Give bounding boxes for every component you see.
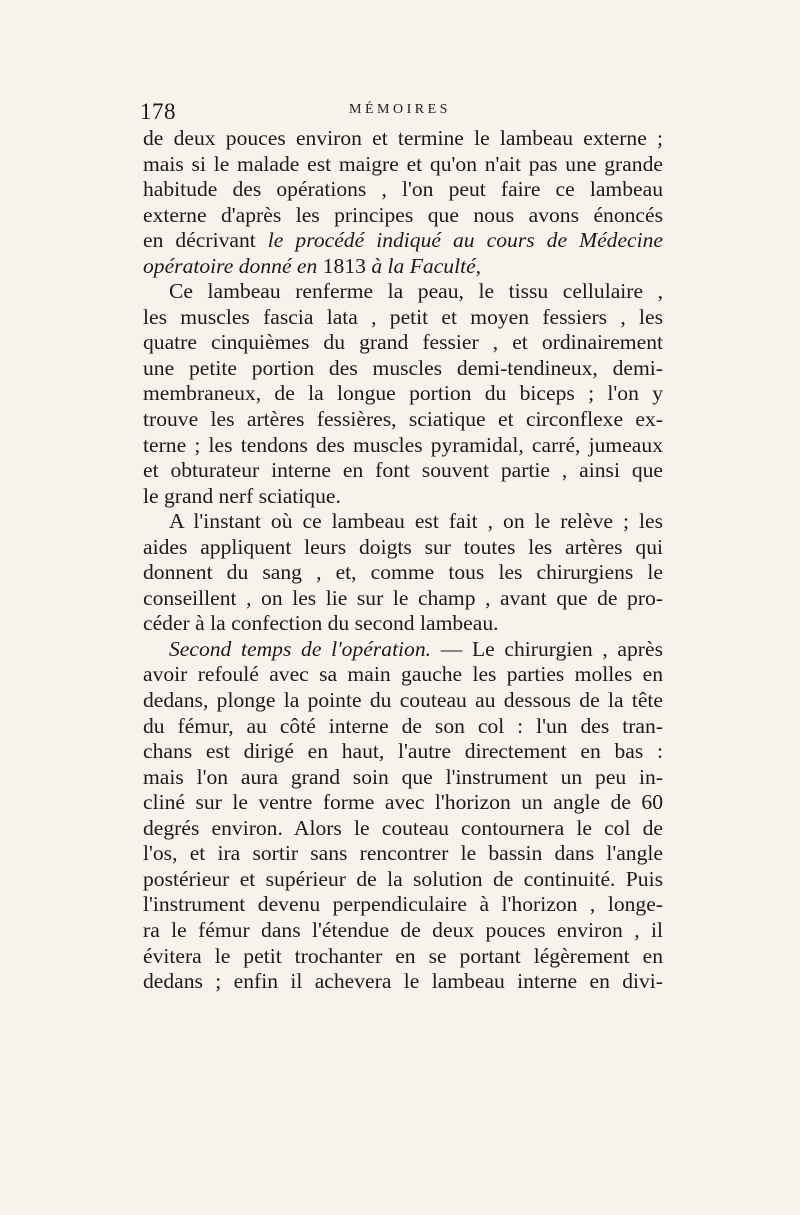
text-line — [143, 228, 663, 254]
italic-text-segment: Second temps de l'opération. — [169, 636, 432, 661]
text-line — [143, 714, 663, 740]
text-segment: conseillent , on les lie sur le champ , avant que de pro- — [143, 585, 663, 610]
text-line — [143, 279, 663, 305]
text-segment: membraneux, de la longue portion du biceps ; l'on y — [143, 381, 663, 406]
text-segment: avoir refoulé avec sa main gauche les parties molles en — [143, 662, 663, 687]
text-segment: l'os, et ira sortir sans rencontrer le bassin dans l'angle — [143, 841, 663, 866]
text-segment: chans est dirigé en haut, l'autre directement en bas : — [143, 739, 663, 764]
text-segment: postérieur et supérieur de la solution de continuité. Puis — [143, 866, 663, 891]
text-segment: cliné sur le ventre forme avec l'horizon un angle de 60 — [143, 790, 663, 815]
text-segment: aides appliquent leurs doigts sur toutes les artères qui — [143, 534, 663, 559]
text-line — [143, 816, 663, 842]
text-segment: — Le chirurgien , après — [431, 636, 663, 661]
body-text — [143, 126, 663, 995]
text-line — [143, 739, 663, 765]
text-segment: du fémur, au côté interne de son col : l'un des tran- — [143, 713, 663, 738]
text-segment: mais si le malade est maigre et qu'on n'ait pas une grande — [143, 151, 663, 176]
text-line — [143, 433, 663, 459]
text-line — [143, 918, 663, 944]
text-line — [143, 305, 663, 331]
text-segment: habitude des opérations , l'on peut faire ce lambeau — [143, 177, 663, 202]
text-line — [143, 126, 663, 152]
text-segment: mais l'on aura grand soin que l'instrument un peu in- — [143, 764, 663, 789]
text-line — [143, 790, 663, 816]
text-line — [143, 637, 663, 663]
text-line — [143, 892, 663, 918]
page-number: 178 — [140, 99, 176, 124]
text-line — [143, 662, 663, 688]
text-segment: ra le fémur dans l'étendue de deux pouces environ , il — [143, 917, 663, 942]
text-line — [143, 611, 663, 637]
text-segment: céder à la confection du second lambeau. — [143, 611, 499, 636]
italic-text-segment: à la Faculté, — [371, 253, 482, 278]
text-line — [143, 407, 663, 433]
text-line — [143, 381, 663, 407]
text-line — [143, 177, 663, 203]
text-segment: l'instrument devenu perpendiculaire à l'horizon , longe- — [143, 892, 663, 917]
text-segment: évitera le petit trochanter en se portant légèrement en — [143, 943, 663, 968]
text-line — [143, 458, 663, 484]
text-line — [143, 944, 663, 970]
text-line — [143, 841, 663, 867]
text-segment: les muscles fascia lata , petit et moyen fessiers , les — [143, 304, 663, 329]
italic-text-segment: le procédé indiqué au cours de Médecine — [267, 228, 663, 253]
running-title: MÉMOIRES — [349, 102, 451, 117]
text-line — [143, 330, 663, 356]
text-line — [143, 254, 663, 280]
text-segment: A l'instant où ce lambeau est fait , on le relève ; les — [169, 509, 663, 534]
text-segment: 1813 — [322, 253, 372, 278]
text-line — [143, 560, 663, 586]
text-line — [143, 203, 663, 229]
text-segment: le grand nerf sciatique. — [143, 483, 341, 508]
text-segment: en décrivant — [143, 228, 268, 253]
text-line — [143, 152, 663, 178]
text-segment: donnent du sang , et, comme tous les chirurgiens le — [143, 560, 663, 585]
text-line — [143, 688, 663, 714]
text-line — [143, 484, 663, 510]
text-segment: et obturateur interne en font souvent partie , ainsi que — [143, 458, 663, 483]
text-line — [143, 509, 663, 535]
text-segment: externe d'après les principes que nous avons énoncés — [143, 202, 663, 227]
text-segment: dedans, plonge la pointe du couteau au dessous de la tête — [143, 688, 663, 713]
italic-text-segment: opératoire donné en — [143, 253, 323, 278]
text-line — [143, 586, 663, 612]
text-segment: quatre cinquièmes du grand fessier , et ordinairement — [143, 330, 663, 355]
text-line — [143, 356, 663, 382]
text-segment: une petite portion des muscles demi-tendineux, demi- — [143, 355, 663, 380]
text-segment: degrés environ. Alors le couteau contournera le col de — [143, 815, 663, 840]
text-segment: dedans ; enfin il achevera le lambeau interne en divi- — [143, 969, 663, 994]
text-line — [143, 535, 663, 561]
page-header — [140, 99, 660, 129]
text-segment: Ce lambeau renferme la peau, le tissu cellulaire , — [169, 279, 663, 304]
text-line — [143, 867, 663, 893]
text-segment: trouve les artères fessières, sciatique et circonflexe ex- — [143, 407, 663, 432]
text-segment: de deux pouces environ et termine le lambeau externe ; — [143, 126, 663, 150]
text-segment: terne ; les tendons des muscles pyramidal, carré, jumeaux — [143, 432, 663, 457]
text-line — [143, 765, 663, 791]
text-line — [143, 969, 663, 995]
